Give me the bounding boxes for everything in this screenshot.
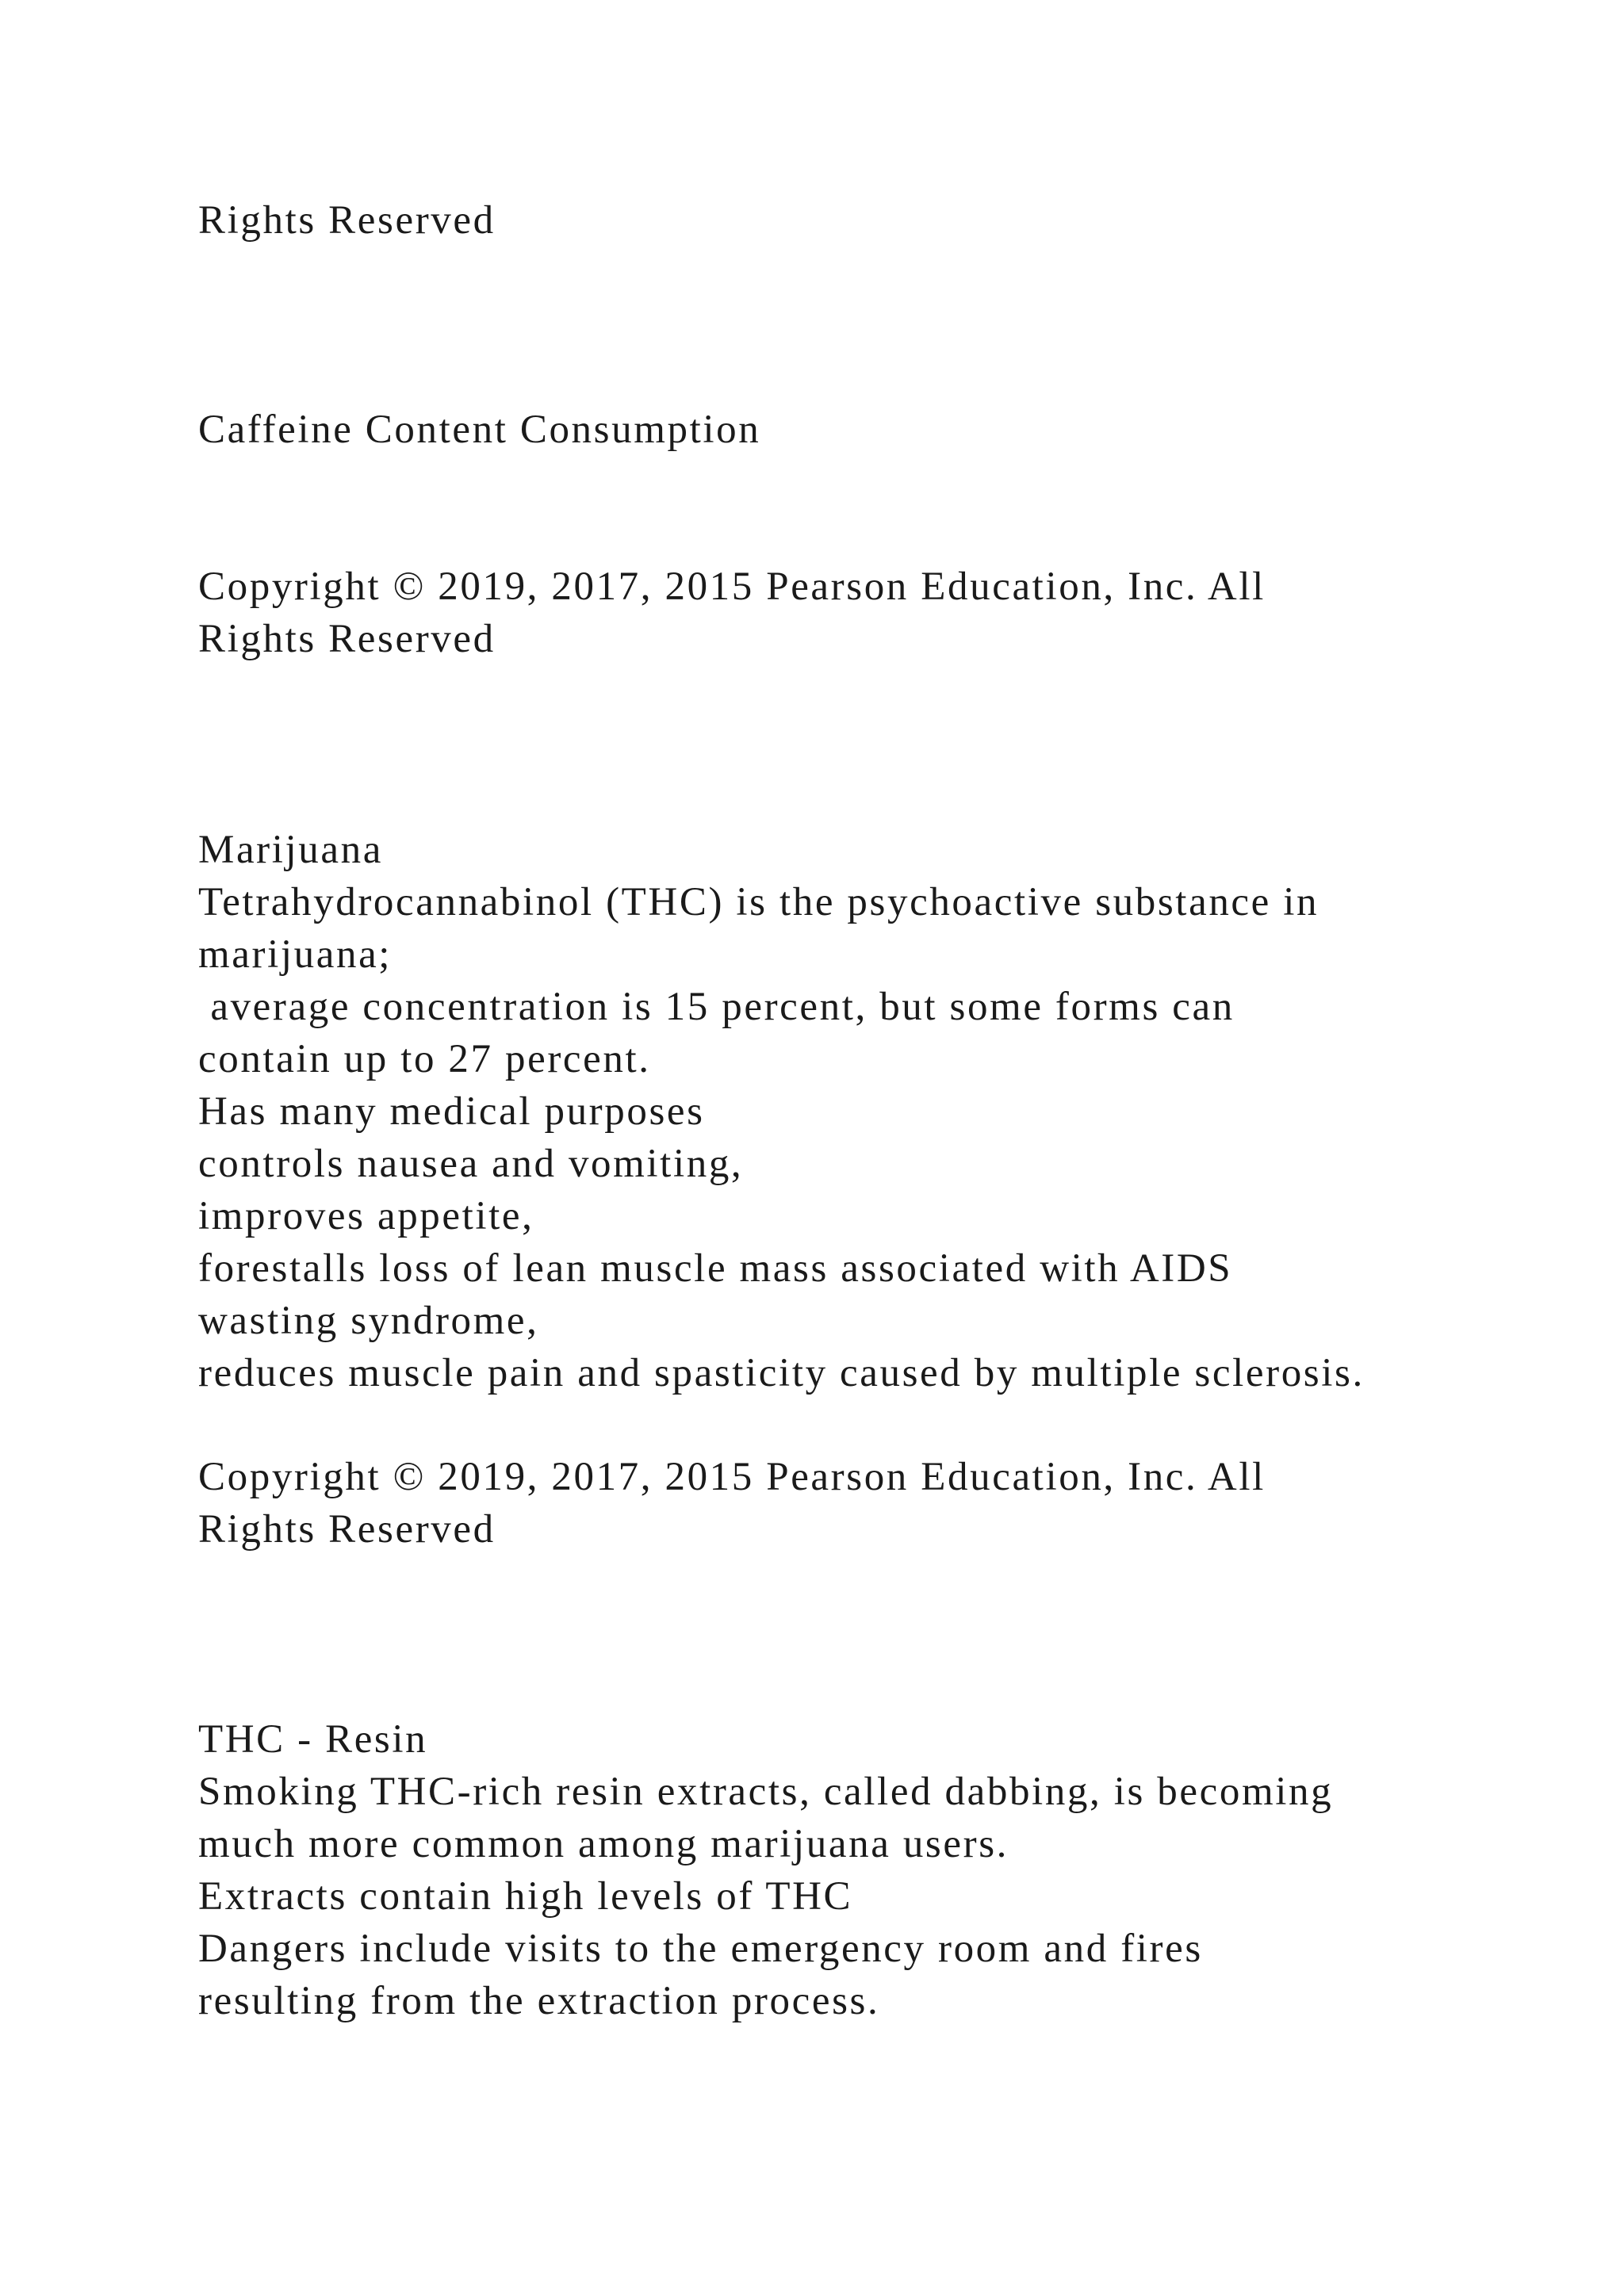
body-text-line: Dangers include visits to the emergency room and fires [198, 1927, 1203, 1971]
body-text-line: much more common among marijuana users. [198, 1822, 1009, 1866]
body-text-line: reduces muscle pain and spasticity caused by multiple sclerosis. [198, 1351, 1365, 1395]
body-text-line: average concentration is 15 percent, but some forms can [198, 985, 1235, 1029]
body-text-line: wasting syndrome, [198, 1299, 539, 1343]
body-text-line: Smoking THC-rich resin extracts, called dabbing, is becoming [198, 1770, 1334, 1814]
body-text-line: improves appetite, [198, 1194, 534, 1238]
body-text-line: contain up to 27 percent. [198, 1037, 651, 1081]
body-text-line: forestalls loss of lean muscle mass associated with AIDS [198, 1246, 1233, 1291]
caffeine-heading: Caffeine Content Consumption [198, 408, 761, 452]
body-text-line: marijuana; [198, 932, 393, 977]
rights-reserved-line: Rights Reserved [198, 198, 496, 243]
body-text-line: resulting from the extraction process. [198, 1979, 880, 2023]
rights-reserved-line: Rights Reserved [198, 617, 496, 661]
copyright-line: Copyright © 2019, 2017, 2015 Pearson Education, Inc. All [198, 564, 1266, 609]
thc-resin-heading: THC - Resin [198, 1717, 428, 1762]
marijuana-heading: Marijuana [198, 828, 383, 872]
body-text-line: Has many medical purposes [198, 1089, 705, 1134]
body-text-line: Tetrahydrocannabinol (THC) is the psychoactive substance in [198, 880, 1320, 924]
copyright-line: Copyright © 2019, 2017, 2015 Pearson Education, Inc. All [198, 1455, 1266, 1499]
body-text-line: controls nausea and vomiting, [198, 1142, 744, 1186]
rights-reserved-line: Rights Reserved [198, 1507, 496, 1552]
body-text-line: Extracts contain high levels of THC [198, 1874, 853, 1919]
